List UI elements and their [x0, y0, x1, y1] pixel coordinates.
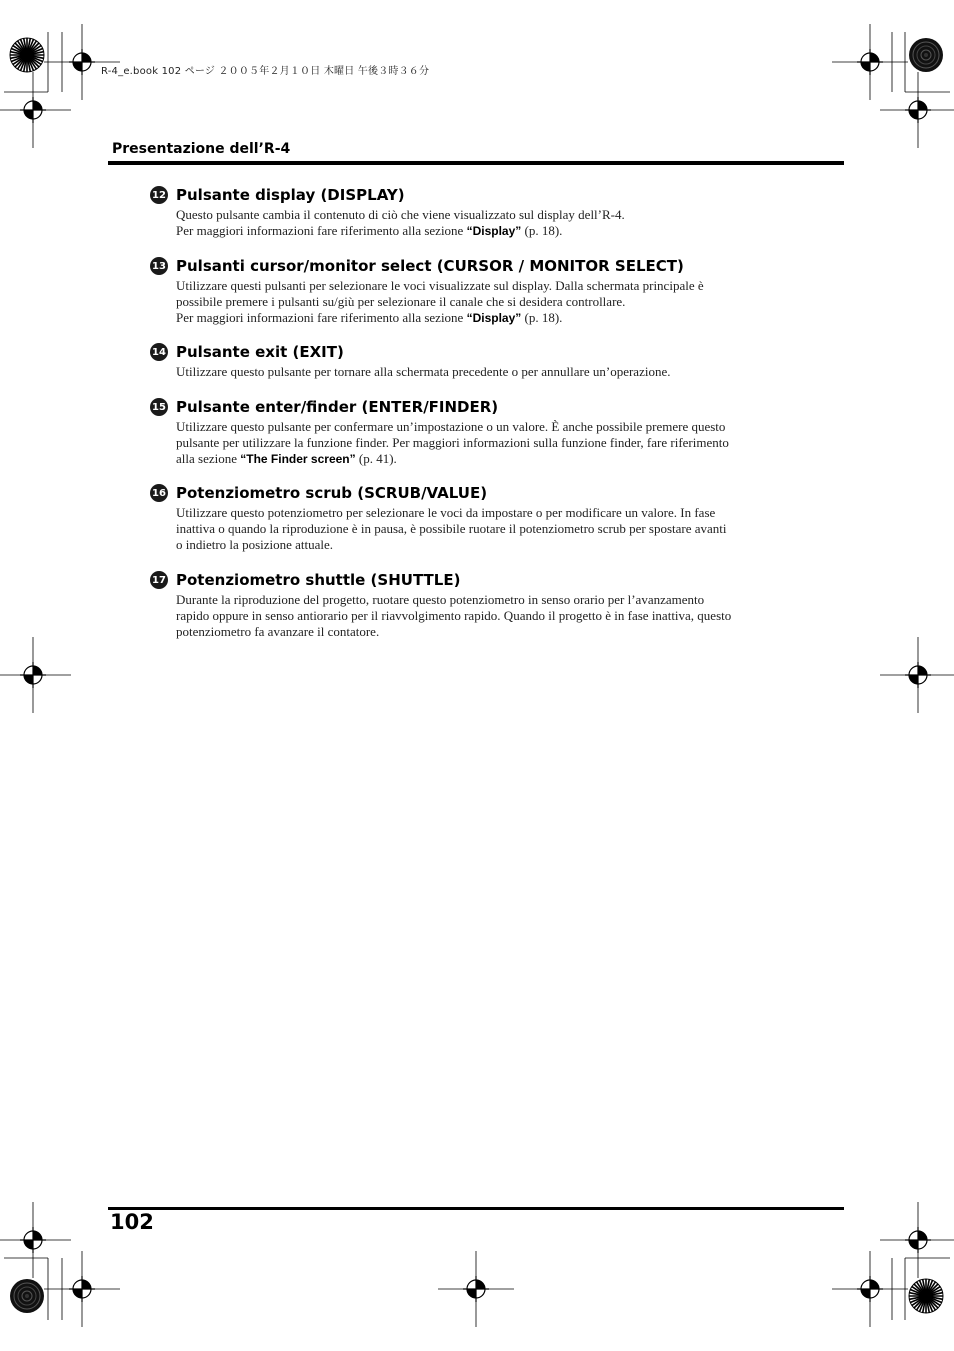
cross-reference-link[interactable]: “Display”: [466, 311, 522, 325]
body-line: alla sezione “The Finder screen” (p. 41).: [176, 451, 397, 466]
body-line: inattiva o quando la riproduzione è in pausa, è possibile ruotare il potenziometro scrub per spostare avanti: [176, 521, 727, 536]
body-line: Utilizzare questo potenziometro per selezionare le voci da impostare o per modificare un valore. In fase: [176, 505, 716, 520]
section-body: [176, 278, 790, 326]
body-line: potenziometro fa avanzare il contatore.: [176, 624, 380, 639]
header-rule: [108, 161, 844, 165]
body-line: Utilizzare questo pulsante per tornare alla schermata precedente o per annullare un’operazione.: [176, 364, 671, 379]
section-cursor-monitor-buttons: [150, 255, 790, 326]
body-line: o indietro la posizione attuale.: [176, 537, 334, 552]
section-display-button: [150, 184, 790, 239]
section-body: [176, 364, 790, 380]
body-line: Per maggiori informazioni fare riferimento alla sezione “Display” (p. 18).: [176, 223, 563, 238]
section-shuttle-knob: [150, 569, 790, 640]
running-header: Presentazione dell’R-4: [112, 141, 291, 157]
section-title: Pulsante enter/finder (ENTER/FINDER): [176, 398, 499, 416]
print-slug: R-4_e.book 102 ページ ２００５年２月１０日 木曜日 午後３時３６分: [101, 66, 430, 77]
body-line: Durante la riproduzione del progetto, ruotare questo potenziometro in senso orario per l’avanzamento: [176, 592, 705, 607]
section-number-badge: 16: [150, 484, 168, 502]
body-line: Utilizzare questi pulsanti per selezionare le voci visualizzate sul display. Dalla schermata principale è: [176, 278, 704, 293]
section-number-badge: 15: [150, 398, 168, 416]
section-exit-button: [150, 341, 790, 380]
page-number: 102: [110, 1210, 154, 1234]
section-number-badge: 12: [150, 186, 168, 204]
section-title: Pulsante display (DISPLAY): [176, 186, 405, 204]
section-title: Potenziometro shuttle (SHUTTLE): [176, 571, 461, 589]
body-line: Utilizzare questo pulsante per confermare un’impostazione o un valore. È anche possibile premere questo: [176, 419, 726, 434]
section-body: [176, 592, 790, 640]
body-line: pulsante per utilizzare la funzione finder. Per maggiori informazioni sulla funzione finder, fare riferimento: [176, 435, 729, 450]
body-line: Per maggiori informazioni fare riferimento alla sezione “Display” (p. 18).: [176, 310, 563, 325]
footer-rule: [108, 1207, 844, 1210]
section-body: [176, 505, 790, 553]
section-body: [176, 207, 790, 239]
section-enter-finder-button: [150, 396, 790, 467]
cross-reference-link[interactable]: “The Finder screen”: [240, 452, 356, 466]
section-title: Potenziometro scrub (SCRUB/VALUE): [176, 484, 488, 502]
section-number-badge: 17: [150, 571, 168, 589]
section-scrub-knob: [150, 482, 790, 553]
section-title: Pulsanti cursor/monitor select (CURSOR / MONITOR SELECT): [176, 257, 684, 275]
body-line: Questo pulsante cambia il contenuto di ciò che viene visualizzato sul display dell’R-4.: [176, 207, 625, 222]
section-number-badge: 13: [150, 257, 168, 275]
section-body: [176, 419, 790, 467]
section-title: Pulsante exit (EXIT): [176, 343, 344, 361]
body-line: rapido oppure in senso antiorario per il riavvolgimento rapido. Quando il progetto è in fase inattiva, questo: [176, 608, 732, 623]
section-number-badge: 14: [150, 343, 168, 361]
cross-reference-link[interactable]: “Display”: [466, 224, 522, 238]
body-line: possibile premere i pulsanti su/giù per selezionare il canale che si desidera controllare.: [176, 294, 626, 309]
